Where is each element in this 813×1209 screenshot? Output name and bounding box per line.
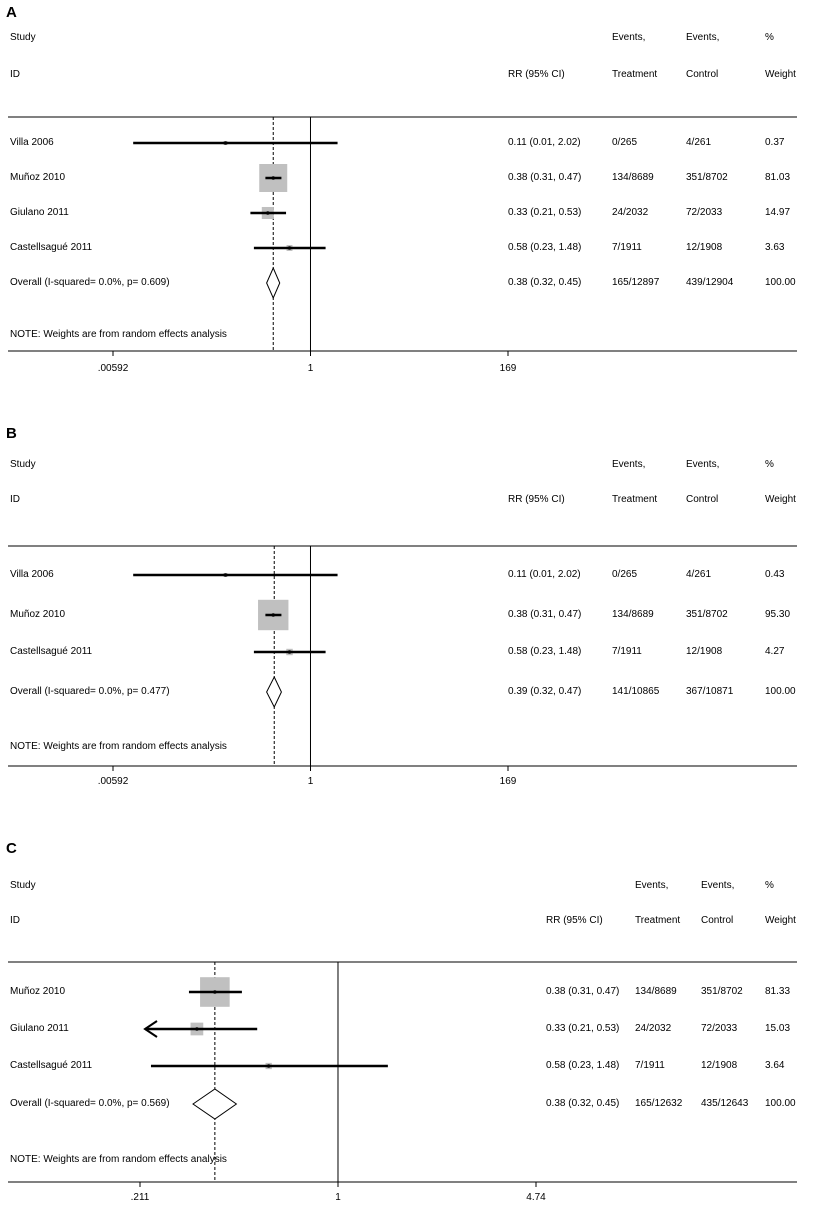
study-events-control: 72/2033	[701, 1023, 738, 1034]
weights-note: NOTE: Weights are from random effects analysis	[10, 741, 227, 752]
study-weight: 0.37	[765, 137, 785, 148]
study-weight: 3.63	[765, 242, 785, 253]
axis-tick-label: .00592	[97, 776, 129, 787]
study-name: Castellsagué 2011	[10, 242, 93, 253]
overall-events-treatment: 165/12632	[635, 1098, 683, 1109]
study-events-control: 12/1908	[701, 1060, 738, 1071]
study-name: Muñoz 2010	[10, 172, 66, 183]
study-name: Muñoz 2010	[10, 986, 66, 997]
study-events-control: 72/2033	[686, 207, 723, 218]
study-name: Castellsagué 2011	[10, 646, 93, 657]
study-events-control: 12/1908	[686, 646, 723, 657]
header-events-control-2: Control	[686, 69, 719, 80]
header-events-control-2: Control	[686, 494, 719, 505]
study-events-treatment: 0/265	[612, 569, 638, 580]
study-events-control: 351/8702	[701, 986, 743, 997]
overall-events-treatment: 165/12897	[612, 277, 660, 288]
study-rr-ci: 0.58 (0.23, 1.48)	[508, 242, 582, 253]
study-rr-ci: 0.58 (0.23, 1.48)	[508, 646, 582, 657]
study-point-estimate	[266, 211, 270, 215]
study-point-estimate	[288, 246, 292, 250]
overall-diamond	[193, 1089, 236, 1119]
header-rr-ci: RR (95% CI)	[546, 915, 603, 926]
study-point-estimate	[195, 1027, 199, 1031]
axis-tick-label: 1	[307, 776, 314, 787]
study-point-estimate	[224, 141, 228, 145]
panel-label: A	[6, 4, 17, 21]
overall-diamond	[267, 268, 280, 298]
study-events-control: 4/261	[686, 137, 712, 148]
study-events-control: 4/261	[686, 569, 712, 580]
weights-note: NOTE: Weights are from random effects analysis	[10, 1154, 227, 1165]
weights-note: NOTE: Weights are from random effects analysis	[10, 329, 227, 340]
study-events-treatment: 134/8689	[635, 986, 677, 997]
study-weight: 15.03	[765, 1023, 791, 1034]
study-weight: 95.30	[765, 609, 791, 620]
overall-rr-ci: 0.39 (0.32, 0.47)	[508, 686, 582, 697]
header-study: Study	[10, 880, 36, 891]
overall-label: Overall (I-squared= 0.0%, p= 0.569)	[10, 1098, 170, 1109]
overall-weight: 100.00	[765, 686, 796, 697]
study-events-treatment: 7/1911	[635, 1060, 665, 1071]
study-name: Muñoz 2010	[10, 609, 66, 620]
study-rr-ci: 0.11 (0.01, 2.02)	[508, 569, 581, 580]
study-rr-ci: 0.38 (0.31, 0.47)	[546, 986, 620, 997]
header-weight-1: %	[765, 32, 774, 43]
header-events-treatment-1: Events,	[612, 32, 646, 43]
header-events-treatment-1: Events,	[612, 459, 646, 470]
study-events-control: 351/8702	[686, 609, 728, 620]
study-point-estimate	[271, 176, 275, 180]
study-point-estimate	[224, 573, 228, 577]
header-id: ID	[10, 915, 20, 926]
header-id: ID	[10, 494, 20, 505]
study-point-estimate	[288, 650, 292, 654]
overall-diamond	[267, 677, 282, 707]
axis-tick-label: 169	[499, 363, 517, 374]
header-weight-2: Weight	[765, 494, 796, 505]
study-weight: 81.03	[765, 172, 791, 183]
study-events-treatment: 0/265	[612, 137, 638, 148]
study-events-treatment: 7/1911	[612, 646, 642, 657]
study-point-estimate	[267, 1064, 271, 1068]
panel-label: C	[6, 840, 17, 857]
study-weight: 3.64	[765, 1060, 785, 1071]
header-events-control-1: Events,	[686, 32, 720, 43]
study-name: Giulano 2011	[10, 207, 69, 218]
study-weight: 4.27	[765, 646, 785, 657]
study-name: Villa 2006	[10, 569, 54, 580]
overall-rr-ci: 0.38 (0.32, 0.45)	[508, 277, 582, 288]
panel-label: B	[6, 425, 17, 442]
axis-tick-label: 169	[499, 776, 517, 787]
overall-weight: 100.00	[765, 1098, 796, 1109]
study-weight: 81.33	[765, 986, 791, 997]
axis-tick-label: 4.74	[526, 1192, 546, 1203]
study-events-control: 12/1908	[686, 242, 723, 253]
study-name: Villa 2006	[10, 137, 54, 148]
study-events-treatment: 134/8689	[612, 609, 654, 620]
overall-events-control: 435/12643	[701, 1098, 749, 1109]
study-events-treatment: 24/2032	[635, 1023, 672, 1034]
header-events-control-2: Control	[701, 915, 734, 926]
overall-events-treatment: 141/10865	[612, 686, 660, 697]
study-name: Castellsagué 2011	[10, 1060, 93, 1071]
study-point-estimate	[271, 613, 275, 617]
header-events-treatment-2: Treatment	[635, 915, 681, 926]
study-point-estimate	[213, 990, 217, 994]
header-events-treatment-1: Events,	[635, 880, 669, 891]
header-events-treatment-2: Treatment	[612, 494, 658, 505]
study-rr-ci: 0.33 (0.21, 0.53)	[508, 207, 582, 218]
study-rr-ci: 0.33 (0.21, 0.53)	[546, 1023, 620, 1034]
header-study: Study	[10, 459, 36, 470]
study-rr-ci: 0.11 (0.01, 2.02)	[508, 137, 581, 148]
study-name: Giulano 2011	[10, 1023, 69, 1034]
header-weight-1: %	[765, 880, 774, 891]
overall-weight: 100.00	[765, 277, 796, 288]
study-events-treatment: 24/2032	[612, 207, 649, 218]
header-weight-2: Weight	[765, 69, 796, 80]
axis-tick-label: 1	[335, 1192, 341, 1203]
study-events-treatment: 7/1911	[612, 242, 642, 253]
header-rr-ci: RR (95% CI)	[508, 494, 565, 505]
study-rr-ci: 0.38 (0.31, 0.47)	[508, 609, 582, 620]
overall-events-control: 367/10871	[686, 686, 734, 697]
overall-rr-ci: 0.38 (0.32, 0.45)	[546, 1098, 620, 1109]
header-study: Study	[10, 32, 36, 43]
study-weight: 14.97	[765, 207, 791, 218]
header-weight-1: %	[765, 459, 774, 470]
overall-label: Overall (I-squared= 0.0%, p= 0.609)	[10, 277, 170, 288]
study-events-treatment: 134/8689	[612, 172, 654, 183]
header-weight-2: Weight	[765, 915, 796, 926]
study-rr-ci: 0.58 (0.23, 1.48)	[546, 1060, 620, 1071]
axis-tick-label: .00592	[97, 363, 129, 374]
overall-label: Overall (I-squared= 0.0%, p= 0.477)	[10, 686, 170, 697]
header-events-control-1: Events,	[701, 880, 735, 891]
header-events-treatment-2: Treatment	[612, 69, 658, 80]
axis-tick-label: 1	[307, 363, 314, 374]
study-events-control: 351/8702	[686, 172, 728, 183]
header-events-control-1: Events,	[686, 459, 720, 470]
axis-tick-label: .211	[130, 1192, 150, 1203]
header-id: ID	[10, 69, 20, 80]
study-rr-ci: 0.38 (0.31, 0.47)	[508, 172, 582, 183]
header-rr-ci: RR (95% CI)	[508, 69, 565, 80]
study-weight: 0.43	[765, 569, 785, 580]
overall-events-control: 439/12904	[686, 277, 734, 288]
